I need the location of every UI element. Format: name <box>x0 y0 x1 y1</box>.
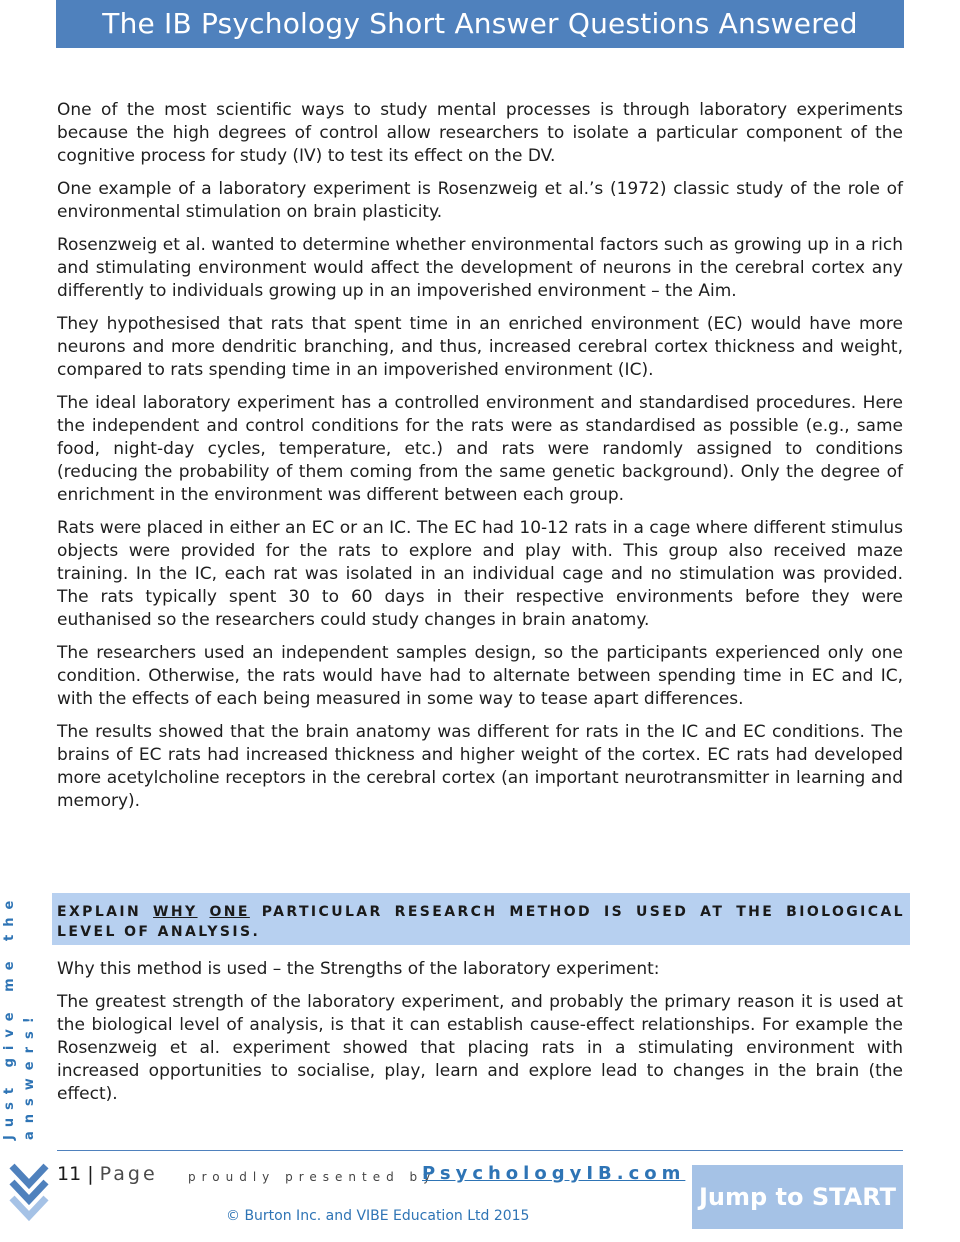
question-part2: PARTICULAR RESEARCH METHOD IS USED AT THE BIOLOGICAL LEVEL OF ANALYSIS. <box>57 904 906 940</box>
question-part1: EXPLAIN <box>57 904 154 920</box>
side-tagline: Just give me the answers! <box>2 892 37 1140</box>
double-chevron-down-icon <box>6 1160 52 1222</box>
paragraph: One example of a laboratory experiment is Rosenzweig et al.’s (1972) classic study of the role of environmental stimulation on brain plasticity. <box>57 179 903 222</box>
footer-divider <box>57 1150 903 1151</box>
header-title: The IB Psychology Short Answer Questions Answered <box>102 7 858 40</box>
paragraph: Rats were placed in either an EC or an IC. The EC had 10-12 rats in a cage where different stimulus objects were provided for the rats to explore and play with. This group also received maze training. In the IC, each rat was isolated in an individual cage and no stimulation was provided. The rats typically spent 30 to 60 days in their respective environments before they were euthanised so the researchers could study changes in brain anatomy. <box>57 518 903 630</box>
body-text <box>57 99 903 823</box>
question-one: ONE <box>209 904 250 920</box>
question-space <box>198 904 210 920</box>
paragraph: The results showed that the brain anatomy was different for rats in the IC and EC conditions. The brains of EC rats had increased thickness and higher weight of the cortex. EC rats had developed more acetylcholine receptors in the cerebral cortex (an important neurotransmitter in learning and memory). <box>57 722 903 811</box>
question-box <box>52 893 910 945</box>
answer-paragraph: The greatest strength of the laboratory experiment, and probably the primary reason it is used at the biological level of analysis, is that it can establish cause-effect relationships. For example the Rosenzweig et al. experiment showed that placing rats in a stimulating environment with increased opportunities to socialise, play, learn and explore lead to changes in the brain (the effect). <box>57 992 903 1104</box>
answer-text <box>57 958 903 1116</box>
paragraph: The ideal laboratory experiment has a controlled environment and standardised procedures. Here the independent and control conditions for the rats were as standardised as possible (e.g., same food, night-day cycles, temperature, etc.) and rats were randomly assigned to conditions (reducing the probability of them coming from the same genetic background). Only the degree of enrichment in the environment was different between each group. <box>57 393 903 505</box>
question-heading <box>57 902 905 942</box>
paragraph: Rosenzweig et al. wanted to determine whether environmental factors such as growing up in a rich and stimulating environment would affect the development of neurons in the cerebral cortex any differently to individuals growing up in an impoverished environment – the Aim. <box>57 235 903 301</box>
page-separator: | <box>81 1163 100 1185</box>
page-number-value: 11 <box>57 1163 82 1185</box>
paragraph: One of the most scientific ways to study mental processes is through laboratory experiments because the high degrees of control allow researchers to isolate a particular component of the cognitive process for study (IV) to test its effect on the DV. <box>57 100 903 166</box>
answer-paragraph: Why this method is used – the Strengths of the laboratory experiment: <box>57 959 660 979</box>
page-word: Page <box>99 1163 158 1185</box>
paragraph: The researchers used an independent samples design, so the participants experienced only one condition. Otherwise, the rats would have had to alternate between spending time in EC and IC, with the effects of each being measured in some way to tease apart differences. <box>57 643 903 709</box>
page-number <box>57 1163 158 1185</box>
presented-by: proudly presented by <box>188 1170 437 1184</box>
brand-link[interactable]: PsychologyIB.com <box>422 1163 686 1184</box>
copyright: © Burton Inc. and VIBE Education Ltd 2015 <box>226 1208 530 1224</box>
page-header <box>56 0 904 48</box>
paragraph: They hypothesised that rats that spent time in an enriched environment (EC) would have more neurons and more dendritic branching, and thus, increased cerebral cortex thickness and weight, compared to rats spending time in an impoverished environment (IC). <box>57 314 903 380</box>
jump-to-start-button[interactable]: Jump to START <box>692 1165 903 1229</box>
question-why: WHY <box>153 904 198 920</box>
